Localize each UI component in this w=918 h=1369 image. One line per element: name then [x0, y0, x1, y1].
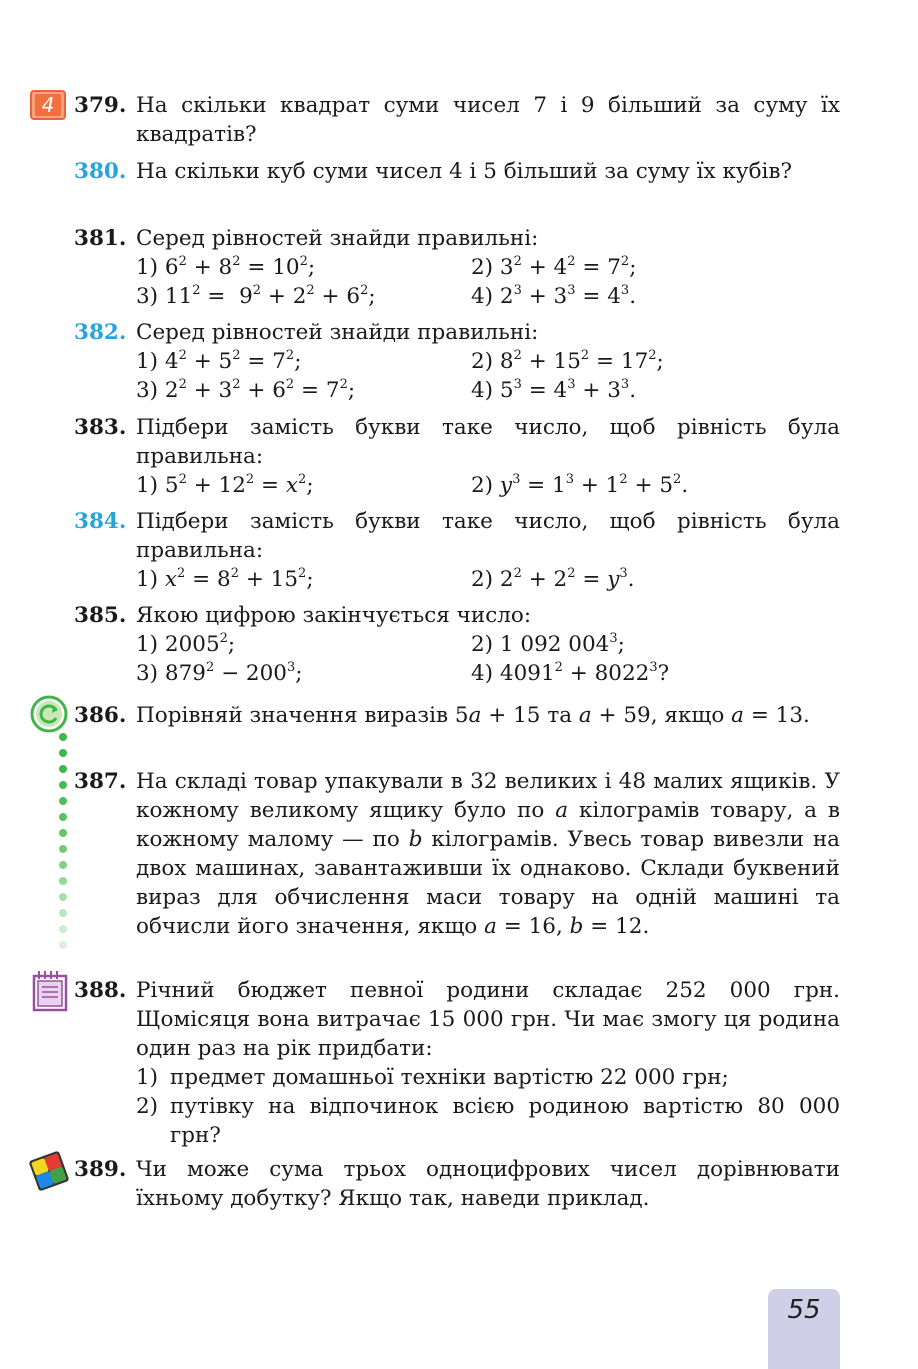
equation-row — [136, 659, 840, 688]
problem-number: 382. — [74, 320, 127, 345]
problem-text: На скільки квадрат суми чисел 7 і 9 більший за суму їх квадратів? — [136, 93, 840, 147]
equation-row — [136, 471, 840, 500]
equation-2: 2) $8^2 + 15^2 = 17^2$; — [471, 348, 664, 374]
equation-3: 3) $2^2 + 3^2 + 6^2 = 7^2$; — [136, 377, 356, 403]
equation-row — [136, 376, 840, 405]
problem-number: 385. — [74, 603, 127, 628]
problem-number: 387. — [74, 769, 127, 794]
problem-379 — [74, 91, 840, 149]
equation-1: 1) $6^2 + 8^2 = 10^2$; — [136, 254, 316, 280]
problem-number: 381. — [74, 226, 127, 251]
equation-1: 1) $4^2 + 5^2 = 7^2$; — [136, 348, 302, 374]
equation-row — [136, 565, 840, 594]
problem-385 — [74, 601, 840, 688]
problem-number: 379. — [74, 93, 127, 118]
level-4-tag-icon — [30, 90, 66, 120]
problem-number: 388. — [74, 978, 127, 1003]
equation-row — [136, 347, 840, 376]
list-item: 1) предмет домашньої техніки вартістю 22 000 грн; — [136, 1065, 729, 1090]
equation-2: 2) $3^2 + 4^2 = 7^2$; — [471, 254, 637, 280]
expression-3: 3) $879^2 - 200^3$; — [136, 660, 303, 686]
problem-text: Порівняй значення виразів 5a + 15 та a + 59, якщо a = 13. — [136, 703, 810, 728]
problem-number: 383. — [74, 415, 127, 440]
equation-4: 4) $5^3 = 4^3 + 3^3$. — [471, 377, 637, 403]
problem-387 — [74, 767, 840, 941]
equation-3: 3) $11^2 = 9^2 + 2^2 + 6^2$; — [136, 283, 376, 309]
problem-388 — [74, 976, 840, 1150]
expression-2: 2) 1 092 $004^3$; — [471, 631, 625, 657]
problem-389 — [74, 1155, 840, 1213]
problem-text: Підбери замість букви таке число, щоб рівність була правильна: — [136, 509, 840, 563]
problem-384 — [74, 507, 840, 594]
problem-text: Якою цифрою закінчується число: — [136, 603, 532, 628]
notebook-icon — [32, 970, 68, 1012]
rubiks-cube-icon — [28, 1150, 70, 1192]
problem-text: Серед рівностей знайди правильні: — [136, 320, 539, 345]
svg-text:4: 4 — [41, 93, 55, 117]
problem-383 — [74, 413, 840, 500]
equation-row — [136, 253, 840, 282]
page-number: 55 — [787, 1295, 821, 1325]
problem-number: 386. — [74, 703, 127, 728]
problem-text: Серед рівностей знайди правильні: — [136, 226, 539, 251]
problem-380 — [74, 157, 840, 186]
equation-row — [136, 282, 840, 311]
problem-text: Чи може сума трьох одноцифрових чисел дорівнювати їхньому добутку? Якщо так, наведи приклад. — [136, 1157, 840, 1211]
problem-number: 380. — [74, 159, 127, 184]
repeat-arrow-icon — [30, 695, 68, 733]
equation-1: 1) $x^2 = 8^2 + 15^2$; — [136, 566, 314, 592]
equation-4: 4) $2^3 + 3^3 = 4^3$. — [471, 283, 637, 309]
equation-row — [136, 630, 840, 659]
problem-text: На скільки куб суми чисел 4 і 5 більший за суму їх кубів? — [136, 159, 793, 184]
list-item: 2) путівку на відпочинок всією родиною вартістю 80 000 грн? — [136, 1094, 840, 1148]
problem-number: 384. — [74, 509, 127, 534]
equation-1: 1) $5^2 + 12^2 = x^2$; — [136, 472, 314, 498]
problem-text: Підбери замість букви таке число, щоб рівність була правильна: — [136, 415, 840, 469]
problem-382 — [74, 318, 840, 405]
equation-2: 2) $y^3 = 1^3 + 1^2 + 5^2$. — [471, 472, 689, 498]
equation-2: 2) $2^2 + 2^2 = y^3$. — [471, 566, 635, 592]
page-number-box — [768, 1289, 840, 1369]
problem-text: На складі товар упакували в 32 великих і 48 малих ящиків. У кожному великому ящику було по a кілограмів товару, а в кожному малому — по b кілограмів. Увесь товар вивезли на двох машинах, завантаживши їх однаково. Склади буквений вираз для обчислення маси товару на одній машині та обчисли його значення, якщо a = 16, b = 12. — [136, 769, 840, 939]
problem-text: Річний бюджет певної родини складає 252 000 грн. Щомісяця вона витрачає 15 000 грн. Чи має змогу ця родина один раз на рік придбати: — [136, 978, 840, 1061]
problem-386 — [74, 701, 840, 730]
expression-4: 4) $4091^2 + 8022^3$? — [471, 660, 670, 686]
problem-381 — [74, 224, 840, 311]
problem-number: 389. — [74, 1157, 127, 1182]
expression-1: 1) 2005$^2$; — [136, 631, 236, 657]
